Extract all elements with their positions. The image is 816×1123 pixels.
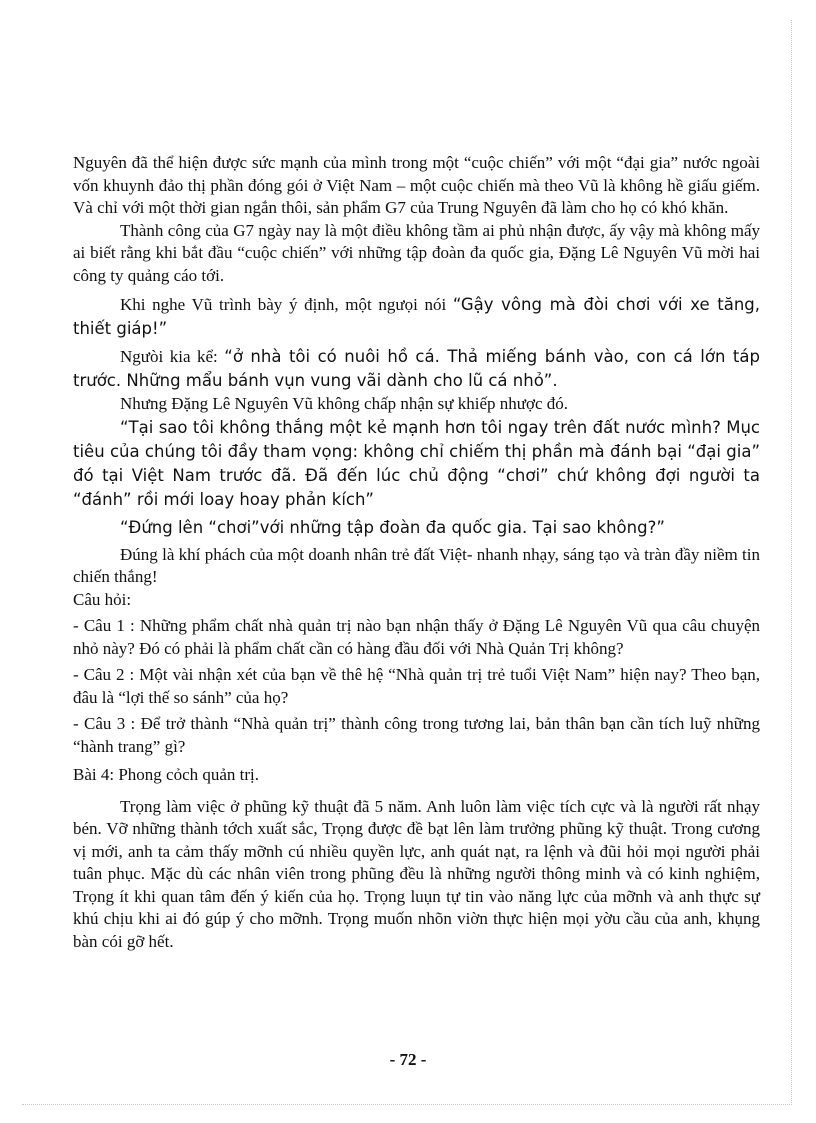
page-number: - 72 -: [389, 1050, 427, 1069]
section-heading: Bài 4: Phong cỏch quản trị.: [73, 765, 260, 784]
page-border-right: [791, 20, 792, 1103]
dialogue-1-quote: “Gậy vông mà đòi chơi với xe tăng, thiết giáp!”: [73, 295, 761, 338]
quote-ambition: “Tại sao tôi không thắng một kẻ mạnh hơn tôi ngay trên đất nước mình? Mục tiêu của chúng tôi đầy tham vọng: không chỉ chiếm thị phần mà đánh bại “đại gia” đó tại Việt Nam trước đã. Đã đến lúc chủ động “chơi” chứ không đợi người ta “đánh” rồi mới loay hoay phản kích”: [73, 417, 760, 509]
quote-why-not: “Đứng lên “chơi”với những tập đoàn đa quốc gia. Tại sao không?”: [120, 517, 665, 537]
dialogue-1-intro: Khi nghe Vũ trình bày ý định, một ngưọi nói: [120, 295, 453, 314]
page-border-bottom: [22, 1104, 792, 1105]
document-body: [73, 152, 760, 953]
paragraph-intro: Nguyên đã thể hiện được sức mạnh của mình trong một “cuộc chiến” với một “đại gia” nước ngoài vốn khuynh đảo thị phần đóng gói ở Việt Nam – một cuộc chiến mà theo Vũ là không hề giấu giếm. Và chỉ với một thời gian ngắn thôi, sản phẩm G7 của Trung Nguyên đã làm cho họ có khó khăn.: [73, 153, 760, 217]
paragraph-dialogue-1: [73, 293, 760, 341]
questions-heading: Câu hỏi:: [73, 589, 132, 609]
paragraph-conclusion: Đúng là khí phách của một doanh nhân trẻ đất Việt- nhanh nhạy, sáng tạo và tràn đầy niềm tin chiến thắng!: [73, 544, 760, 586]
question-3: - Câu 3 : Để trở thành “Nhà quản trị” thành công trong tương lai, bản thân bạn cần tích luỹ những “hành trang” gì?: [73, 714, 760, 756]
question-1: - Câu 1 : Những phẩm chất nhà quản trị nào bạn nhận thấy ở Đặng Lê Nguyên Vũ qua câu chuyện nhỏ này? Đó có phải là phẩm chất cần có hàng đầu đối với Nhà Quản Trị không?: [73, 616, 760, 658]
paragraph-refusal: Nhưng Đặng Lê Nguyên Vũ không chấp nhận sự khiếp nhược đó.: [120, 394, 569, 413]
paragraph-g7-success: Thành công của G7 ngày nay là một điều không tầm ai phủ nhận được, ấy vậy mà không mấy ai biết rằng khi bắt đầu “cuộc chiến” với những tập đoàn đa quốc gia, Đặng Lê Nguyên Vũ mời hai công ty quảng cáo tới.: [73, 220, 760, 285]
dialogue-2-quote: “ở nhà tôi có nuôi hồ cá. Thả miếng bánh vào, con cá lớn táp trước. Những mẩu bánh vụn vung vãi dành cho lũ cá nhỏ”.: [73, 347, 760, 390]
question-2: - Câu 2 : Một vài nhận xét của bạn về thê hệ “Nhà quản trị trẻ tuổi Việt Nam” hiện nay? Theo bạn, đâu là “lợi thế so sánh” của họ?: [73, 665, 760, 707]
dialogue-2-intro: Ngưòi kia kể:: [120, 347, 225, 366]
paragraph-dialogue-2: [73, 345, 760, 393]
section-paragraph: Trọng làm việc ở phũng kỹ thuật đã 5 năm. Anh luôn làm việc tích cực và là người rất nhạy bén. Vỡ những thành tớch xuất sắc, Trọng được đề bạt lên làm trưởng phũng kỹ thuật. Trong cương vị mới, anh ta cảm thấy mỡnh cú nhiều quyền lực, anh quát nạt, ra lệnh và đũi hỏi mọi người phải tuân phục. Mặc dù các nhân viên trong phũng đều là những người thông minh và có kinh nghiệm, Trọng ít khi quan tâm đến ý kiến của họ. Trọng luụn tự tin vào năng lực của mỡnh và anh thực sự khú chịu khi ai đó gúp ý cho mỡnh. Trọng muốn nhõn viờn thực hiện mọi yờu cầu của anh, khụng bàn cói gỡ hết.: [73, 796, 760, 951]
